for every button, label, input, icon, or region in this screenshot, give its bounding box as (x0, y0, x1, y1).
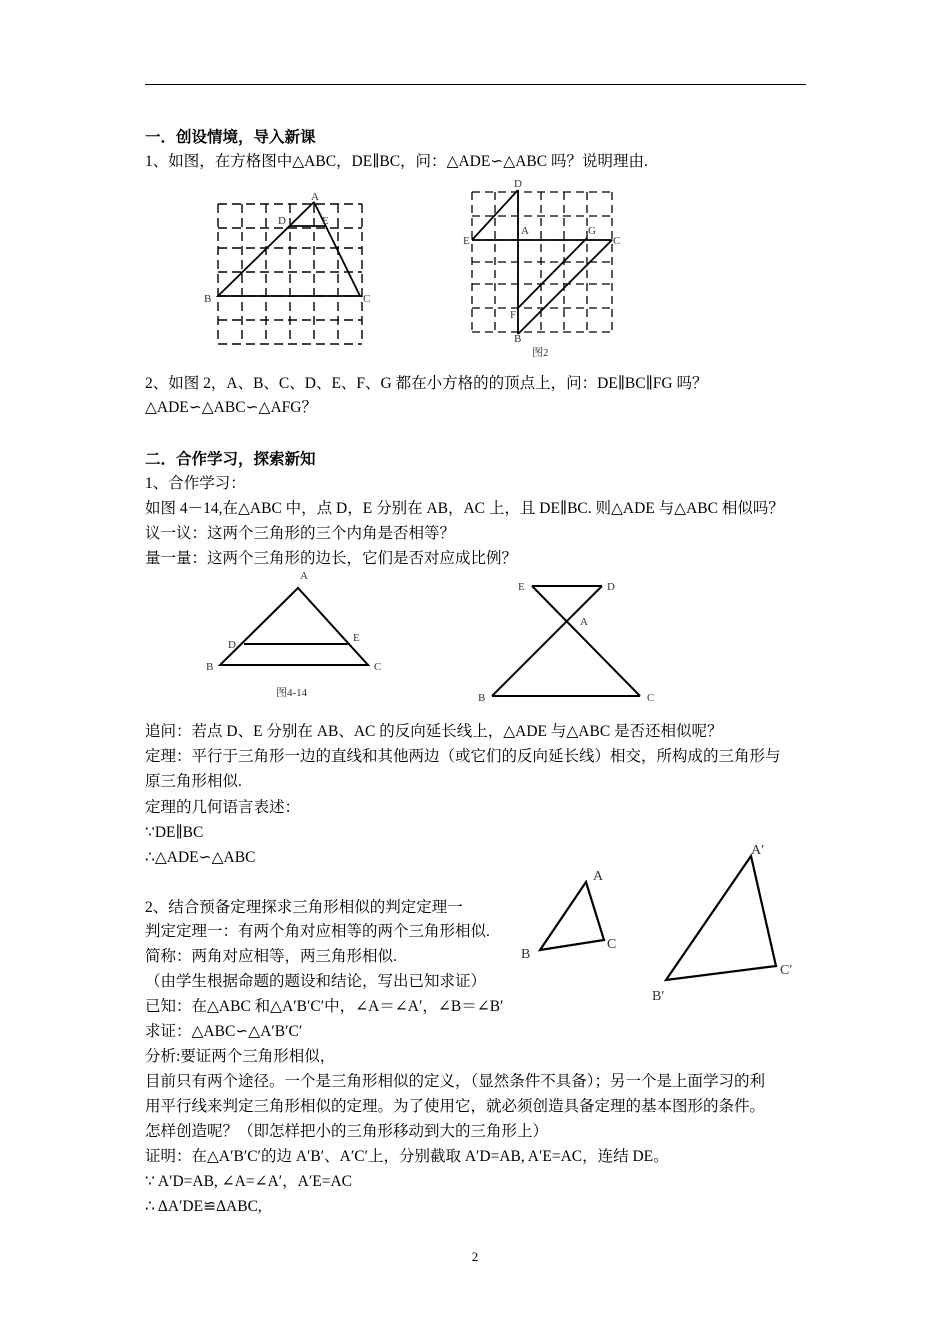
text-line: 追问：若点 D、E 分别在 AB、AC 的反向延长线上，△ADE 与△ABC 是否还相似呢？ (145, 723, 723, 740)
label-c: C (613, 235, 621, 247)
label-d: D (278, 215, 286, 227)
header-rule (145, 84, 806, 85)
label-g: G (588, 225, 596, 237)
text-line: 如图 4－14,在△ABC 中，点 D，E 分别在 AB，AC 上，且 DE∥BC. 则△ADE 与△ABC 相似吗？ (145, 500, 784, 517)
hourglass-figure (470, 574, 670, 708)
figure-4-14 (200, 564, 390, 704)
label-c-prime: C′ (780, 963, 793, 978)
large-triangle-abc-prime (640, 838, 810, 1008)
text-line: 判定定理一：有两个角对应相等的两个三角形相似. (145, 923, 490, 940)
label-c: C (647, 692, 655, 704)
text-line: 原三角形相似. (145, 773, 242, 790)
label-a-prime: A′ (751, 843, 765, 858)
question-2-line1: 2、如图 2，A、B、C、D、E、F、G 都在小方格的的顶点上，问：DE∥BC∥FG 吗？ (145, 375, 708, 392)
text-line: 定理的几何语言表述： (145, 799, 301, 816)
page-number: 2 (471, 1249, 479, 1264)
label-e: E (518, 581, 525, 593)
text-line: ∴ ΔA′DE≌ΔABC, (145, 1198, 262, 1215)
label-e: E (463, 235, 470, 247)
figure-caption: 图2 (532, 347, 549, 359)
text-line: 分析:要证两个三角形相似， (145, 1048, 336, 1065)
label-b: B (521, 947, 531, 962)
triangle-abc (218, 202, 360, 296)
label-b: B (206, 661, 214, 673)
label-a: A (300, 570, 308, 582)
label-d: D (228, 639, 236, 651)
label-b-prime: B′ (652, 989, 665, 1004)
section2-heading: 二．合作学习，探索新知 (145, 451, 316, 468)
label-e: E (353, 632, 360, 644)
label-a: A (311, 191, 319, 203)
text-line: 量一量：这两个三角形的边长，它们是否对应成比例？ (145, 550, 518, 567)
label-d: D (607, 581, 615, 593)
section1-heading: 一．创设情境，导入新课 (145, 129, 316, 146)
label-d: D (514, 178, 522, 190)
text-line: 怎样创造呢？（即怎样把小的三角形移动到大的三角形上） (145, 1123, 549, 1140)
text-line: ∴△ADE∽△ABC (145, 849, 256, 866)
label-f: F (510, 309, 517, 321)
text-line: ∵DE∥BC (145, 824, 204, 841)
question-1: 1、如图，在方格图中△ABC，DE∥BC，问：△ADE∽△ABC 吗？说明理由. (145, 153, 648, 170)
grid-figure-1 (200, 186, 380, 352)
label-b: B (514, 333, 522, 345)
grid-figure-2 (460, 176, 630, 362)
text-line: 目前只有两个途径。一个是三角形相似的定义，（显然条件不具备）；另一个是上面学习的利 (145, 1073, 766, 1090)
text-line: 证明：在△A′B′C′的边 A′B′、A′C′上，分别截取 A′D=AB, A′E=AC，连结 DE。 (145, 1148, 669, 1165)
label-c: C (374, 661, 382, 673)
text-line: 求证：△ABC∽△A′B′C′ (145, 1023, 303, 1040)
label-c: C (607, 937, 617, 952)
text-line: 1、合作学习： (145, 475, 246, 492)
small-triangle-abc (510, 862, 630, 962)
text-line: 已知：在△ABC 和△A′B′C′中，∠A＝∠A′，∠B＝∠B′ (145, 998, 504, 1015)
label-e: E (322, 215, 329, 227)
text-line: 2、结合预备定理探求三角形相似的判定定理一 (145, 899, 463, 916)
text-line: 用平行线来判定三角形相似的定理。为了使用它，就必须创造具备定理的基本图形的条件。 (145, 1098, 766, 1115)
text-line: 简称：两角对应相等，两三角形相似. (145, 948, 397, 965)
label-b: B (478, 692, 486, 704)
text-line: （由学生根据命题的题设和结论，写出已知求证） (145, 973, 487, 990)
text-line: ∵ A′D=AB, ∠A=∠A′，A′E=AC (145, 1173, 353, 1190)
label-a: A (593, 869, 604, 884)
text-line: 定理：平行于三角形一边的直线和其他两边（或它们的反向延长线）相交，所构成的三角形与 (145, 748, 781, 765)
question-2-line2: △ADE∽△ABC∽△AFG？ (145, 399, 317, 416)
label-a: A (580, 616, 588, 628)
figure-caption: 图4-14 (276, 687, 308, 699)
label-c: C (363, 293, 371, 305)
label-b: B (204, 293, 212, 305)
label-a: A (521, 225, 529, 237)
text-line: 议一议：这两个三角形的三个内角是否相等？ (145, 525, 456, 542)
